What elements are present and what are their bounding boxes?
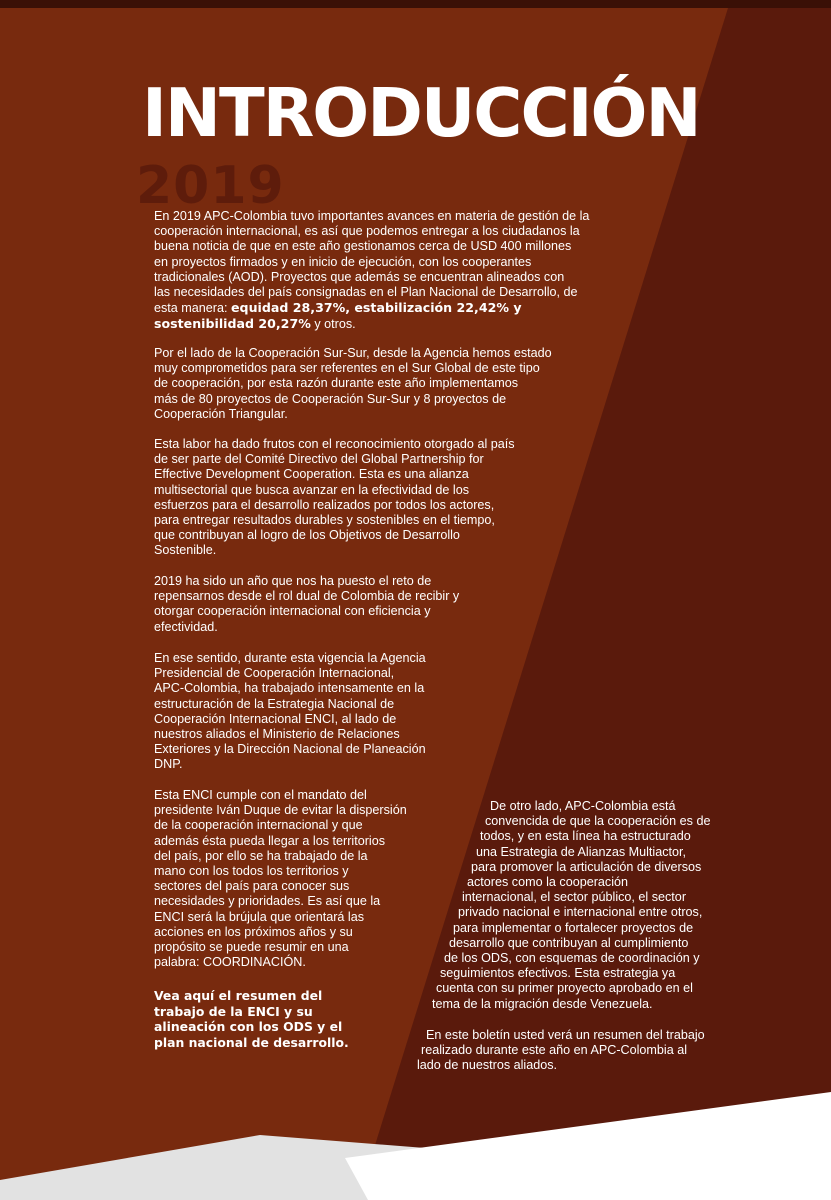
text-line: tradicionales (AOD). Proyectos que además se encuentran alineados con — [154, 269, 565, 284]
text-line: privado nacional e internacional entre otros, — [458, 905, 703, 920]
text-line — [154, 300, 589, 316]
text-line: las necesidades del país consignadas en el Plan Nacional de Desarrollo, de — [154, 285, 578, 300]
text-line: en proyectos firmados y en inicio de ejecución, con los cooperantes — [154, 254, 532, 269]
highlight-sostenibilidad: sostenibilidad 20,27% — [154, 316, 311, 332]
text-line: DNP. — [154, 757, 183, 772]
text-line: Esta ENCI cumple con el mandato del — [154, 788, 367, 802]
text-line: 2019 ha sido un año que nos ha puesto el reto de — [154, 574, 432, 588]
text-line: para implementar o fortalecer proyectos de — [453, 920, 694, 935]
text-line: además ésta pueda llegar a los territorios — [154, 833, 386, 848]
text-line: multisectorial que busca avanzar en la efectividad de los — [154, 482, 470, 497]
intro-paragraph-4 — [154, 574, 459, 635]
text-line: todos, y en esta línea ha estructurado — [480, 829, 691, 844]
text-line: cuenta con su primer proyecto aprobado en el — [436, 981, 693, 996]
text-line: APC-Colombia, ha trabajado intensamente en la — [154, 681, 425, 696]
text-line: presidente Iván Duque de evitar la dispersión — [154, 803, 407, 818]
text-line: más de 80 proyectos de Cooperación Sur-Sur y 8 proyectos de — [154, 391, 507, 406]
text-line: nuestros aliados el Ministerio de Relaciones — [154, 727, 400, 742]
intro-paragraph-5 — [154, 651, 426, 773]
text-line: esfuerzos para el desarrollo realizados por todos los actores, — [154, 497, 495, 512]
text-line — [154, 316, 589, 332]
text-line: Sostenible. — [154, 543, 217, 558]
text-line: sectores del país para conocer sus — [154, 879, 350, 894]
intro-paragraph-3 — [154, 437, 515, 559]
text-line: Por el lado de la Cooperación Sur-Sur, desde la Agencia hemos estado — [154, 346, 552, 360]
text-line: del país, por ello se ha trabajado de la — [154, 848, 368, 863]
text-line: desarrollo que contribuyan al cumplimiento — [449, 935, 689, 950]
top-dark-strip — [0, 0, 831, 8]
text-line: necesidades y prioridades. Es así que la — [154, 894, 381, 909]
link-line: plan nacional de desarrollo. — [154, 1034, 349, 1050]
text-fragment: esta manera: — [154, 301, 232, 316]
text-fragment: y otros. — [310, 317, 356, 332]
text-line: realizado durante este año en APC-Colombia al — [421, 1043, 688, 1058]
text-line: De otro lado, APC-Colombia está — [490, 799, 676, 813]
text-line: Esta labor ha dado frutos con el reconocimiento otorgado al país — [154, 437, 515, 451]
text-line: convencida de que la cooperación es de — [485, 814, 711, 829]
link-line: trabajo de la ENCI y su — [154, 1003, 313, 1019]
intro-paragraph-2 — [154, 346, 552, 422]
text-line: de los ODS, con esquemas de coordinación y — [444, 951, 700, 966]
text-line: actores como la cooperación — [467, 875, 629, 890]
text-line: Effective Development Cooperation. Esta es una alianza — [154, 467, 469, 482]
text-line: En este boletín usted verá un resumen del trabajo — [426, 1028, 705, 1042]
text-line: de cooperación, por esta razón durante este año implementamos — [154, 376, 519, 391]
text-line: de la cooperación internacional y que — [154, 818, 363, 833]
text-line: cooperación internacional, es así que podemos entregar a los ciudadanos la — [154, 224, 580, 239]
right-paragraph-alianzas — [0, 799, 831, 1012]
text-line: que contribuyan al logro de los Objetivos de Desarrollo — [154, 528, 460, 543]
text-line: seguimientos efectivos. Esta estrategia ya — [440, 966, 676, 981]
intro-paragraph-1 — [154, 209, 589, 333]
year-watermark: 2019 — [136, 156, 285, 216]
link-line: Vea aquí el resumen del — [154, 988, 323, 1003]
text-line: otorgar cooperación internacional con eficiencia y — [154, 604, 431, 619]
page-title: INTRODUCCIÓN — [142, 74, 700, 152]
text-line: palabra: COORDINACIÓN. — [154, 955, 306, 970]
text-line: En ese sentido, durante esta vigencia la Agencia — [154, 651, 426, 665]
text-line: acciones en los próximos años y su — [154, 924, 353, 939]
text-line: Cooperación Internacional ENCI, al lado de — [154, 711, 397, 726]
text-line: efectividad. — [154, 619, 218, 634]
text-line: para entregar resultados durables y sostenibles en el tiempo, — [154, 513, 495, 528]
text-line: lado de nuestros aliados. — [417, 1058, 558, 1073]
link-line: alineación con los ODS y el — [154, 1019, 343, 1034]
text-line: propósito se puede resumir en una — [154, 940, 349, 955]
text-line: para promover la articulación de diversos — [471, 859, 702, 874]
text-line: repensarnos desde el rol dual de Colombia de recibir y — [154, 589, 460, 604]
text-line: internacional, el sector público, el sector — [462, 890, 687, 905]
text-line: En 2019 APC-Colombia tuvo importantes avances en materia de gestión de la — [154, 209, 590, 223]
text-line: Exteriores y la Dirección Nacional de Planeación — [154, 742, 426, 757]
highlight-percentages: equidad 28,37%, estabilización 22,42% y — [231, 300, 522, 316]
text-line: una Estrategia de Alianzas Multiactor, — [476, 844, 687, 859]
text-line: mano con los todos los territorios y — [154, 864, 349, 879]
text-line: tema de la migración desde Venezuela. — [432, 996, 653, 1011]
text-line: muy comprometidos para ser referentes en el Sur Global de este tipo — [154, 361, 540, 376]
text-line: estructuración de la Estrategia Nacional de — [154, 696, 395, 711]
text-line: ENCI será la brújula que orientará las — [154, 909, 365, 924]
text-line: de ser parte del Comité Directivo del Global Partnership for — [154, 452, 484, 467]
text-line: Presidencial de Cooperación Internacional, — [154, 666, 395, 681]
text-line: Cooperación Triangular. — [154, 406, 288, 421]
right-paragraph-boletin — [0, 1028, 831, 1074]
text-line: buena noticia de que en este año gestionamos cerca de USD 400 millones — [154, 239, 572, 254]
